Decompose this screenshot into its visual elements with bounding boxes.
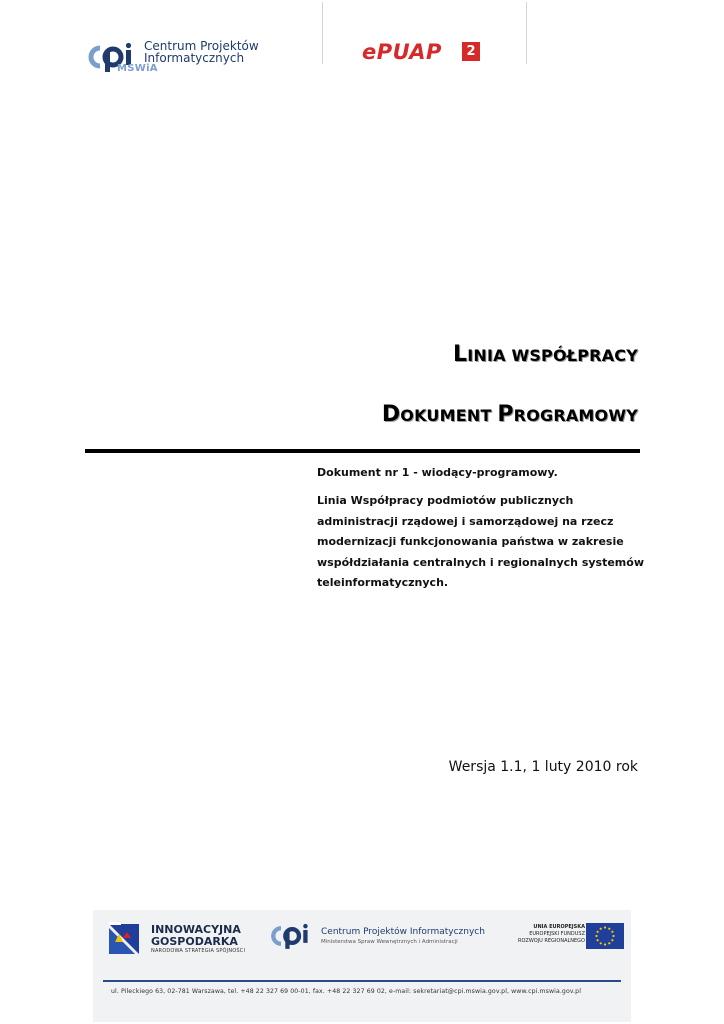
- ig-line2: GOSPODARKA: [151, 935, 238, 948]
- title2-rest1: OKUMENT: [400, 406, 498, 425]
- innowacyjna-gospodarka-icon: [105, 920, 143, 958]
- cpi-logo-text: [144, 40, 259, 64]
- ue-line1: UNIA EUROPEJSKA: [533, 924, 585, 930]
- eu-fund-text: [489, 924, 585, 945]
- ig-subtitle: NARODOWA STRATEGIA SPÓJNOŚCI: [151, 948, 246, 954]
- ue-line3: ROZWOJU REGIONALNEGO: [517, 938, 585, 944]
- title1-cap: L: [453, 342, 468, 367]
- innowacyjna-gospodarka-text: [151, 924, 241, 948]
- title2-cap2: P: [497, 402, 514, 427]
- eu-flag-icon: [586, 923, 624, 949]
- footer-cpi-name: Centrum Projektów Informatycznych: [321, 927, 485, 937]
- title2-rest2: ROGRAMOWY: [513, 406, 638, 425]
- cpi-line1: Centrum Projektów: [144, 39, 259, 53]
- footer-cpi-subtitle: Ministerstwa Spraw Wewnętrznych i Administracji: [321, 939, 458, 945]
- header-divider-right: [526, 2, 527, 64]
- document-description: Linia Współpracy podmiotów publicznych administracji rządowej i samorządowej na rzecz modernizacji funkcjonowania państwa w zakresie współdziałania centralnych i regionalnych systemów teleinformatycznych.: [317, 494, 644, 589]
- ue-line2: EUROPEJSKI FUNDUSZ: [529, 931, 585, 937]
- cpi-line2: Informatycznych: [144, 51, 245, 65]
- epuap-name: ePUAP: [362, 40, 442, 64]
- ig-line1: INNOWACYJNA: [151, 923, 241, 936]
- document-version: Wersja 1.1, 1 luty 2010 rok: [448, 759, 638, 775]
- title1-rest: INIA WSPÓŁPRACY: [467, 346, 638, 365]
- epuap-version-badge: 2: [462, 42, 480, 61]
- footer-rule: [103, 980, 621, 982]
- footer-address: ul. Pileckiego 63, 02-781 Warszawa, tel. +48 22 327 69 00-01, fax. +48 22 327 69 02, e-mail: sekretariat@cpi.mswia.gov.pl, www.cpi.mswia.gov.pl: [111, 988, 582, 995]
- header-divider-left: [322, 2, 323, 64]
- document-title-line1: [453, 342, 638, 367]
- document-title-line2: [382, 402, 638, 427]
- document-number: Dokument nr 1 - wiodący-programowy.: [317, 466, 558, 479]
- title-rule: [85, 449, 640, 453]
- title2-cap1: D: [381, 402, 401, 427]
- footer-band: [93, 910, 631, 1022]
- footer-cpi-logo-icon: [269, 923, 317, 949]
- cpi-ministry: MSWiA: [117, 63, 158, 74]
